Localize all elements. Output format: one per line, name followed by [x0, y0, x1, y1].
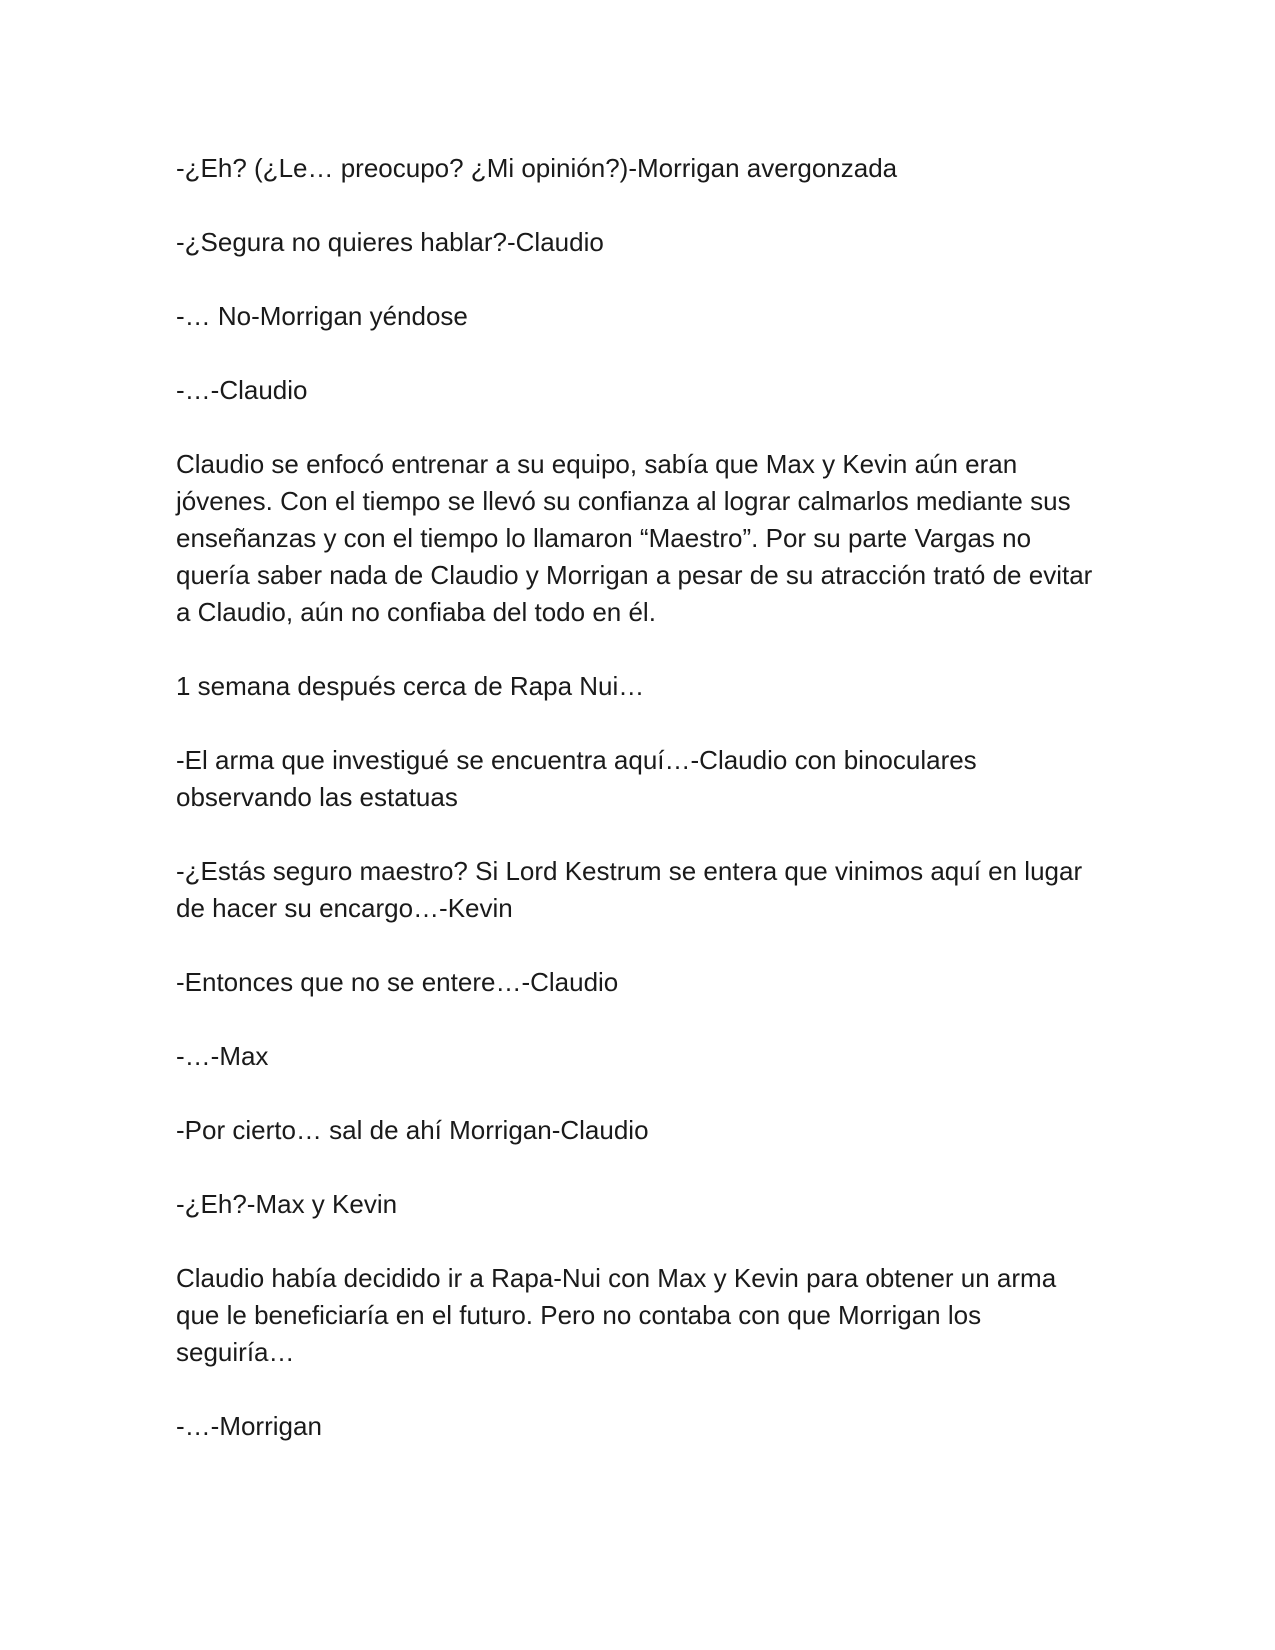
dialogue-line: -…-Claudio [176, 375, 308, 405]
narrative-paragraph: Claudio se enfocó entrenar a su equipo, sabía que Max y Kevin aún eran jóvenes. Con el tiempo se llevó su confianza al lograr calmarlos mediante sus enseñanzas y con el tiempo lo llamaron “Maestro”. Por su parte Vargas no quería saber nada de Claudio y Morrigan a pesar de su atracción trató de evitar a Claudio, aún no confiaba del todo en él. [176, 449, 1093, 627]
dialogue-line: -…-Max [176, 1041, 269, 1071]
scene-transition: 1 semana después cerca de Rapa Nui… [176, 671, 645, 701]
dialogue-line: -¿Eh? (¿Le… preocupo? ¿Mi opinión?)-Morrigan avergonzada [176, 153, 898, 183]
dialogue-line: -…-Morrigan [176, 1411, 322, 1441]
narrative-paragraph: Claudio había decidido ir a Rapa-Nui con Max y Kevin para obtener un arma que le beneficiaría en el futuro. Pero no contaba con que Morrigan los seguiría… [176, 1263, 1057, 1367]
document-body [176, 150, 1100, 1482]
dialogue-line: -¿Segura no quieres hablar?-Claudio [176, 227, 604, 257]
dialogue-line: -… No-Morrigan yéndose [176, 301, 468, 331]
dialogue-line: -¿Estás seguro maestro? Si Lord Kestrum se entera que vinimos aquí en lugar de hacer su encargo…-Kevin [176, 856, 1083, 923]
dialogue-line: -El arma que investigué se encuentra aquí…-Claudio con binoculares observando las estatuas [176, 745, 977, 812]
dialogue-line: -Entonces que no se entere…-Claudio [176, 967, 619, 997]
dialogue-line: -¿Eh?-Max y Kevin [176, 1189, 398, 1219]
dialogue-line: -Por cierto… sal de ahí Morrigan-Claudio [176, 1115, 649, 1145]
